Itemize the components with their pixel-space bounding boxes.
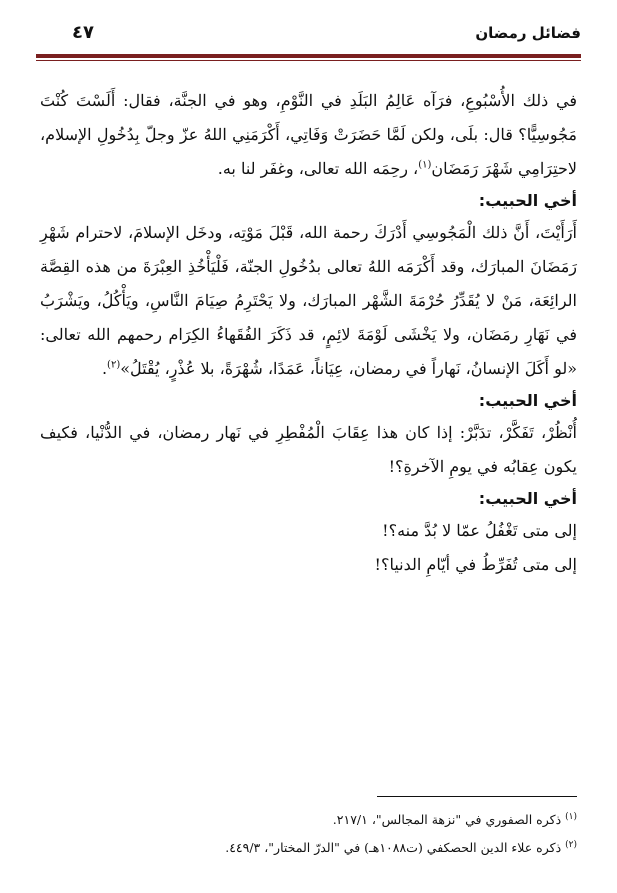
page-number: ٤٧ bbox=[72, 22, 94, 43]
footnotes bbox=[40, 806, 577, 862]
question-line-1: إلى متى تَغْفُلُ عمّا لا بُدَّ منه؟! bbox=[382, 521, 577, 540]
running-title: فضائل رمضان bbox=[475, 24, 581, 42]
paragraph-1-tail: ، رحِمَه الله تعالى، وغفَر لنا به. bbox=[217, 159, 419, 178]
main-text bbox=[40, 84, 577, 582]
section-heading-1: أخي الحبيب: bbox=[478, 191, 577, 210]
footnote-1 bbox=[40, 806, 577, 834]
paragraph-1-text: في ذلك الأُسْبُوعِ، فرَآه عَالِمُ البَلَدِ في النَّوْمِ، وهو في الجنَّة، فقال: أَلَسْتَ كُنْتَ مَجُوسِيًّا؟ قال: بلَى، ولكن لَمَّا حَضَرَتْ وَفَاتِي، أَكْرَمَنِي اللهُ عزّ وجلّ بِدُخُولِ الإسلام، لاحتِرَامِي شَهْرَ رَمَضَان bbox=[40, 91, 577, 178]
paragraph-2 bbox=[40, 216, 577, 386]
footnote-1-number: (١) bbox=[565, 811, 577, 822]
header-rule-thick bbox=[36, 54, 581, 58]
footnote-2-number: (٢) bbox=[565, 839, 577, 850]
footnote-separator bbox=[377, 796, 577, 797]
paragraph-3: أُنْظُرْ، تَفَكَّرْ، تدَبَّرْ: إذا كان هذا عِقَابَ الْمُفْطِرِ في نَهار رمضان، في الدُّنْيا، فكيف يكون عِقابُه في يومِ الآخرةِ؟! bbox=[40, 423, 577, 476]
section-heading-3: أخي الحبيب: bbox=[478, 489, 577, 508]
footnote-ref-1: (١) bbox=[418, 159, 432, 171]
question-line-2: إلى متى تُفَرِّطُ في أيّامِ الدنيا؟! bbox=[374, 555, 577, 574]
header-rule-thin bbox=[36, 60, 581, 61]
footnote-2-text: ذكره علاء الدين الحصكفي (ت١٠٨٨هـ) في "الدرّ المختار"، ٤٤٩/٣. bbox=[225, 840, 562, 855]
footnote-1-text: ذكره الصفوري في "نزهة المجالس"، ٢١٧/١. bbox=[332, 812, 562, 827]
paragraph-1 bbox=[40, 84, 577, 186]
page-header bbox=[36, 18, 581, 54]
paragraph-2-tail: . bbox=[101, 359, 108, 378]
footnote-ref-2: (٢) bbox=[107, 359, 121, 371]
section-heading-2: أخي الحبيب: bbox=[478, 391, 577, 410]
footnote-2 bbox=[40, 834, 577, 862]
paragraph-2-text: أَرَأَيْتَ، أَنَّ ذلك الْمَجُوسِي أَدْرَكَ رحمة الله، قَبْلَ مَوْتِه، ودخَل الإسلامَ، لاحترام شَهْرِ رَمَضَانَ المبارَك، وقد أَكْرَمَه اللهُ تعالى بدُخُولِ الجنّة، فَلْيَأْخُذِ العِبْرَةَ من هذه القِصَّة الرائِعَة، مَنْ لا يُقَدِّرُ حُرْمَةَ الشَّهْر المبارَك، ولا يَحْتَرِمُ صِيَامَ النَّاسِ، ويَأْكُلُ، ويَشْرَبُ في نَهَارِ رمَضَان، ولا يَخْشَى لَوْمَةَ لائِمٍ، قد ذَكَرَ الفُقَهاءُ الكِرَام رحمهم الله تعالى: «لو أَكَلَ الإنسانُ، نَهاراً في رمضان، عِيَاناً، عَمَدًا، شُهْرَةً، بلا عُذْرٍ، يُقْتَلُ» bbox=[40, 223, 577, 378]
